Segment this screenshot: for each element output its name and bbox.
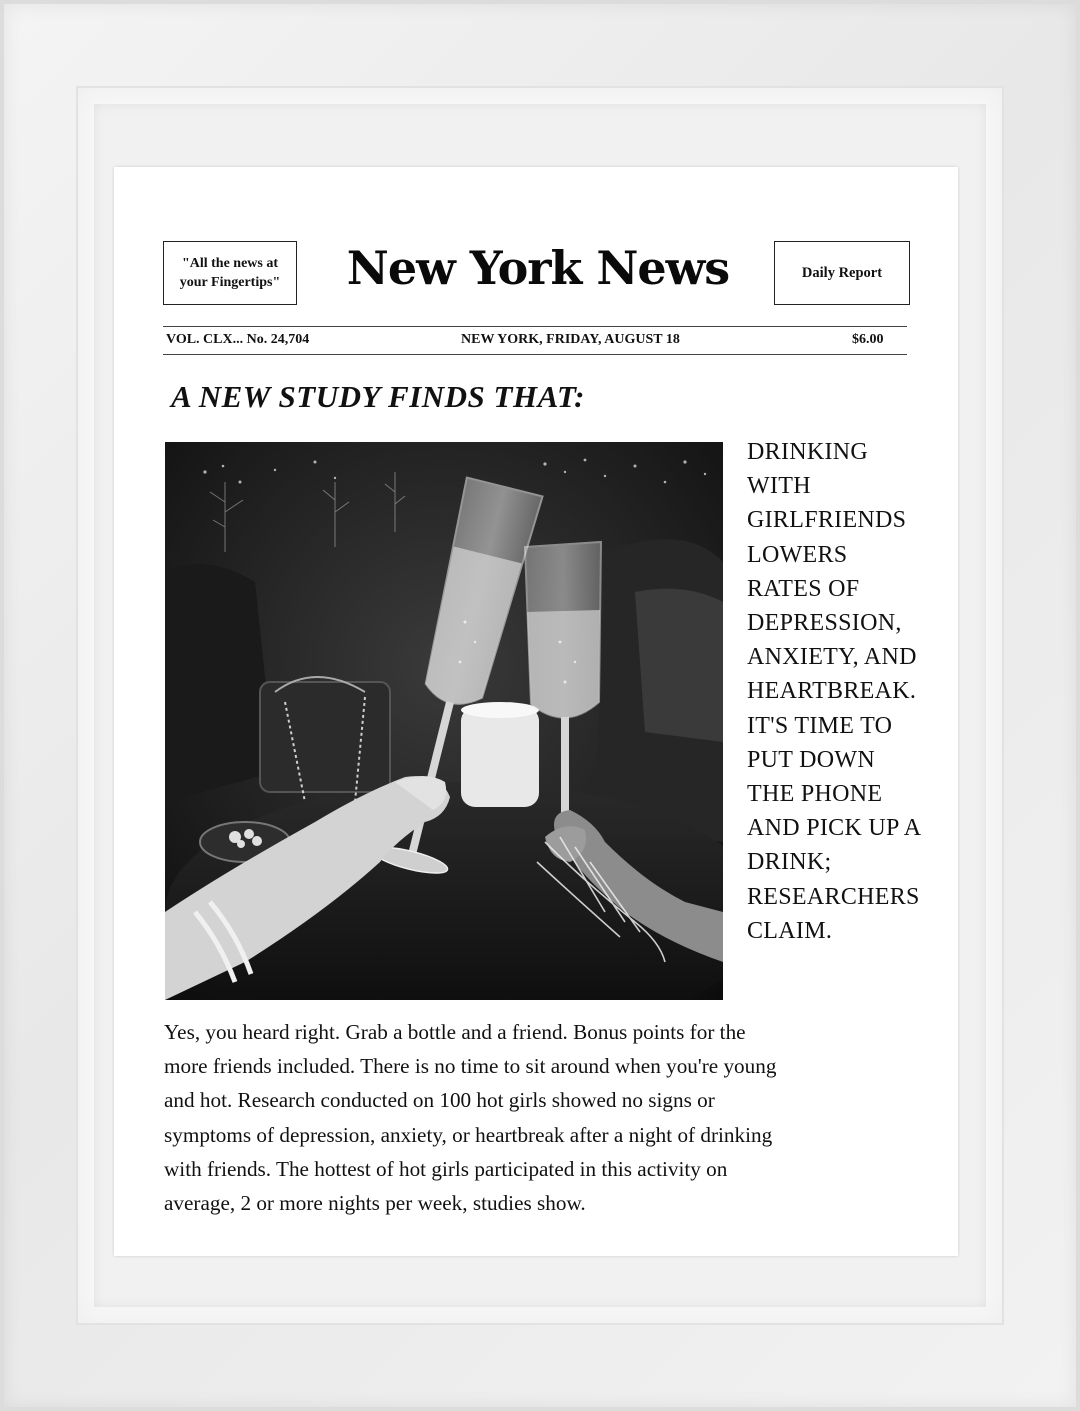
edition-box: Daily Report — [774, 241, 910, 305]
body-line: average, 2 or more nights per week, studies show. — [164, 1191, 586, 1216]
info-rule-bottom — [163, 354, 907, 355]
side-line: IT'S TIME TO — [747, 712, 893, 739]
side-line: CLAIM. — [747, 917, 833, 944]
side-line: LOWERS — [747, 541, 848, 568]
newspaper-print — [114, 167, 958, 1256]
motto-box — [163, 241, 297, 305]
side-line: GIRLFRIENDS — [747, 507, 907, 534]
body-line: with friends. The hottest of hot girls participated in this activity on — [164, 1156, 728, 1181]
side-line: DRINK; — [747, 849, 832, 876]
side-column — [747, 435, 952, 948]
side-line: RESEARCHERS — [747, 883, 920, 910]
motto-line-2: your Fingertips" — [179, 275, 281, 290]
body-line: more friends included. There is no time to sit around when you're young — [164, 1054, 777, 1079]
side-line: WITH — [747, 473, 811, 500]
volume-number: VOL. CLX... No. 24,704 — [166, 332, 310, 347]
side-line: DRINKING — [747, 439, 869, 465]
champagne-toast-photo — [165, 442, 723, 1000]
side-line: AND PICK UP A — [747, 815, 922, 842]
side-line: HEARTBREAK. — [747, 678, 917, 705]
body-line: Yes, you heard right. Grab a bottle and a friend. Bonus points for the — [164, 1020, 746, 1044]
article-body — [164, 1015, 934, 1220]
motto-line-1: "All the news at — [181, 256, 279, 271]
body-line: symptoms of depression, anxiety, or heartbreak after a night of drinking — [164, 1122, 773, 1147]
side-line: DEPRESSION, — [747, 610, 902, 637]
masthead-title: New York News — [346, 241, 730, 295]
side-line: RATES OF — [747, 575, 860, 602]
price: $6.00 — [852, 332, 884, 347]
info-rule-top — [163, 326, 907, 327]
dateline: NEW YORK, FRIDAY, AUGUST 18 — [461, 332, 680, 347]
side-line: THE PHONE — [747, 781, 883, 808]
side-line: ANXIETY, AND — [747, 644, 917, 671]
body-line: and hot. Research conducted on 100 hot girls showed no signs or — [164, 1088, 715, 1113]
side-line: PUT DOWN — [747, 746, 875, 773]
headline: A NEW STUDY FINDS THAT: — [171, 379, 586, 414]
